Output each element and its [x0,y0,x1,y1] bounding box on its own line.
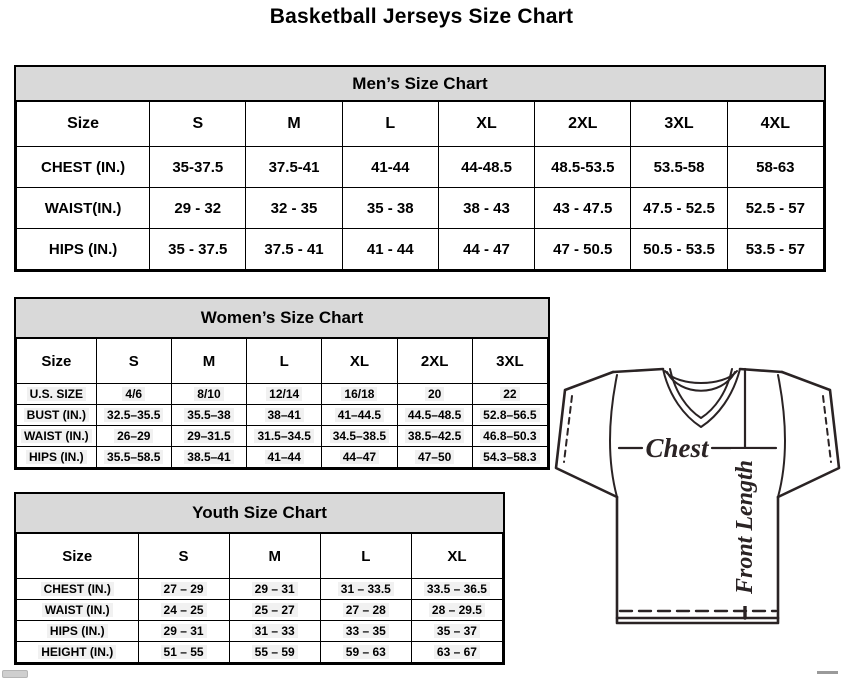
mens-table-row [17,229,824,270]
womens-size-table [16,338,548,468]
youth-size-chart [14,492,505,665]
youth-row-label: WAIST (IN.) [17,600,139,621]
mens-table-row [17,188,824,229]
mens-row-label: HIPS (IN.) [17,229,150,270]
mens-cell: 44-48.5 [438,147,534,188]
womens-table-row [17,384,548,405]
youth-row-label: CHEST (IN.) [17,579,139,600]
youth-cell: 29 – 31 [229,579,320,600]
youth-header-size: Size [17,534,139,579]
mens-cell: 41 - 44 [342,229,438,270]
mens-size-chart-title: Men’s Size Chart [16,67,824,101]
womens-row-label: BUST (IN.) [17,405,97,426]
youth-cell: 33.5 – 36.5 [411,579,502,600]
womens-header-s: S [96,339,171,384]
womens-header-size: Size [17,339,97,384]
womens-header-l: L [247,339,322,384]
womens-cell: 35.5–58.5 [96,447,171,468]
youth-header-l: L [320,534,411,579]
womens-cell: 38.5–42.5 [397,426,472,447]
mens-cell: 38 - 43 [438,188,534,229]
jersey-measurement-diagram [552,356,842,646]
womens-cell: 32.5–35.5 [96,405,171,426]
jersey-vneck-collar [663,369,740,427]
mens-cell: 53.5 - 57 [727,229,823,270]
mens-size-chart [14,65,826,272]
mens-cell: 37.5 - 41 [246,229,342,270]
womens-cell: 41–44 [247,447,322,468]
page-title: Basketball Jerseys Size Chart [269,5,574,28]
youth-size-chart-title: Youth Size Chart [16,494,503,533]
youth-cell: 51 – 55 [138,642,229,663]
youth-cell: 31 – 33 [229,621,320,642]
mens-cell: 29 - 32 [150,188,246,229]
youth-cell: 35 – 37 [411,621,502,642]
womens-header-2xl: 2XL [397,339,472,384]
youth-row-label: HIPS (IN.) [17,621,139,642]
mens-header-l: L [342,102,438,147]
womens-cell: 47–50 [397,447,472,468]
womens-cell: 8/10 [171,384,246,405]
youth-cell: 31 – 33.5 [320,579,411,600]
womens-cell: 31.5–34.5 [247,426,322,447]
youth-cell: 25 – 27 [229,600,320,621]
jersey-outline-shape [556,369,839,623]
womens-cell: 16/18 [322,384,397,405]
mens-cell: 48.5-53.5 [535,147,631,188]
youth-header-xl: XL [411,534,502,579]
womens-cell: 20 [397,384,472,405]
mens-header-4xl: 4XL [727,102,823,147]
youth-row-label: HEIGHT (IN.) [17,642,139,663]
youth-table-row [17,621,503,642]
horizontal-scrollbar-thumb[interactable] [2,670,28,678]
mens-row-label: CHEST (IN.) [17,147,150,188]
womens-cell: 4/6 [96,384,171,405]
womens-cell: 41–44.5 [322,405,397,426]
mens-cell: 35-37.5 [150,147,246,188]
mens-cell: 47 - 50.5 [535,229,631,270]
womens-size-chart [14,297,550,470]
womens-cell: 38–41 [247,405,322,426]
youth-cell: 29 – 31 [138,621,229,642]
youth-table-row [17,579,503,600]
womens-cell: 34.5–38.5 [322,426,397,447]
mens-cell: 53.5-58 [631,147,727,188]
mens-header-s: S [150,102,246,147]
mens-header-xl: XL [438,102,534,147]
womens-cell: 38.5–41 [171,447,246,468]
mens-cell: 52.5 - 57 [727,188,823,229]
youth-cell: 27 – 29 [138,579,229,600]
mens-cell: 35 - 38 [342,188,438,229]
mens-header-m: M [246,102,342,147]
womens-row-label: U.S. SIZE [17,384,97,405]
youth-cell: 27 – 28 [320,600,411,621]
womens-cell: 12/14 [247,384,322,405]
womens-cell: 52.8–56.5 [472,405,547,426]
womens-cell: 29–31.5 [171,426,246,447]
mens-cell: 47.5 - 52.5 [631,188,727,229]
mens-cell: 37.5-41 [246,147,342,188]
mens-cell: 44 - 47 [438,229,534,270]
womens-row-label: HIPS (IN.) [17,447,97,468]
mens-header-2xl: 2XL [535,102,631,147]
mens-cell: 50.5 - 53.5 [631,229,727,270]
mens-table-row [17,147,824,188]
womens-cell: 22 [472,384,547,405]
youth-header-s: S [138,534,229,579]
youth-header-m: M [229,534,320,579]
womens-header-m: M [171,339,246,384]
mens-cell: 43 - 47.5 [535,188,631,229]
mens-cell: 32 - 35 [246,188,342,229]
youth-cell: 24 – 25 [138,600,229,621]
womens-cell: 46.8–50.3 [472,426,547,447]
mens-row-label: WAIST(IN.) [17,188,150,229]
youth-cell: 33 – 35 [320,621,411,642]
youth-table-row [17,600,503,621]
mens-size-table [16,101,824,270]
womens-table-row [17,426,548,447]
mens-cell: 35 - 37.5 [150,229,246,270]
mens-cell: 58-63 [727,147,823,188]
womens-row-label: WAIST (IN.) [17,426,97,447]
womens-header-3xl: 3XL [472,339,547,384]
womens-cell: 35.5–38 [171,405,246,426]
youth-table-row [17,642,503,663]
mens-header-3xl: 3XL [631,102,727,147]
womens-cell: 54.3–58.3 [472,447,547,468]
front-length-label: Front Length [732,459,758,595]
youth-cell: 59 – 63 [320,642,411,663]
womens-table-row [17,405,548,426]
womens-cell: 44.5–48.5 [397,405,472,426]
youth-cell: 63 – 67 [411,642,502,663]
womens-cell: 26–29 [96,426,171,447]
chest-label: Chest [645,433,709,463]
scrollbar-fragment[interactable] [817,671,838,674]
womens-cell: 44–47 [322,447,397,468]
womens-table-row [17,447,548,468]
mens-cell: 41-44 [342,147,438,188]
youth-size-table [16,533,503,663]
womens-header-xl: XL [322,339,397,384]
youth-cell: 28 – 29.5 [411,600,502,621]
youth-cell: 55 – 59 [229,642,320,663]
womens-size-chart-title: Women’s Size Chart [16,299,548,338]
mens-header-size: Size [17,102,150,147]
